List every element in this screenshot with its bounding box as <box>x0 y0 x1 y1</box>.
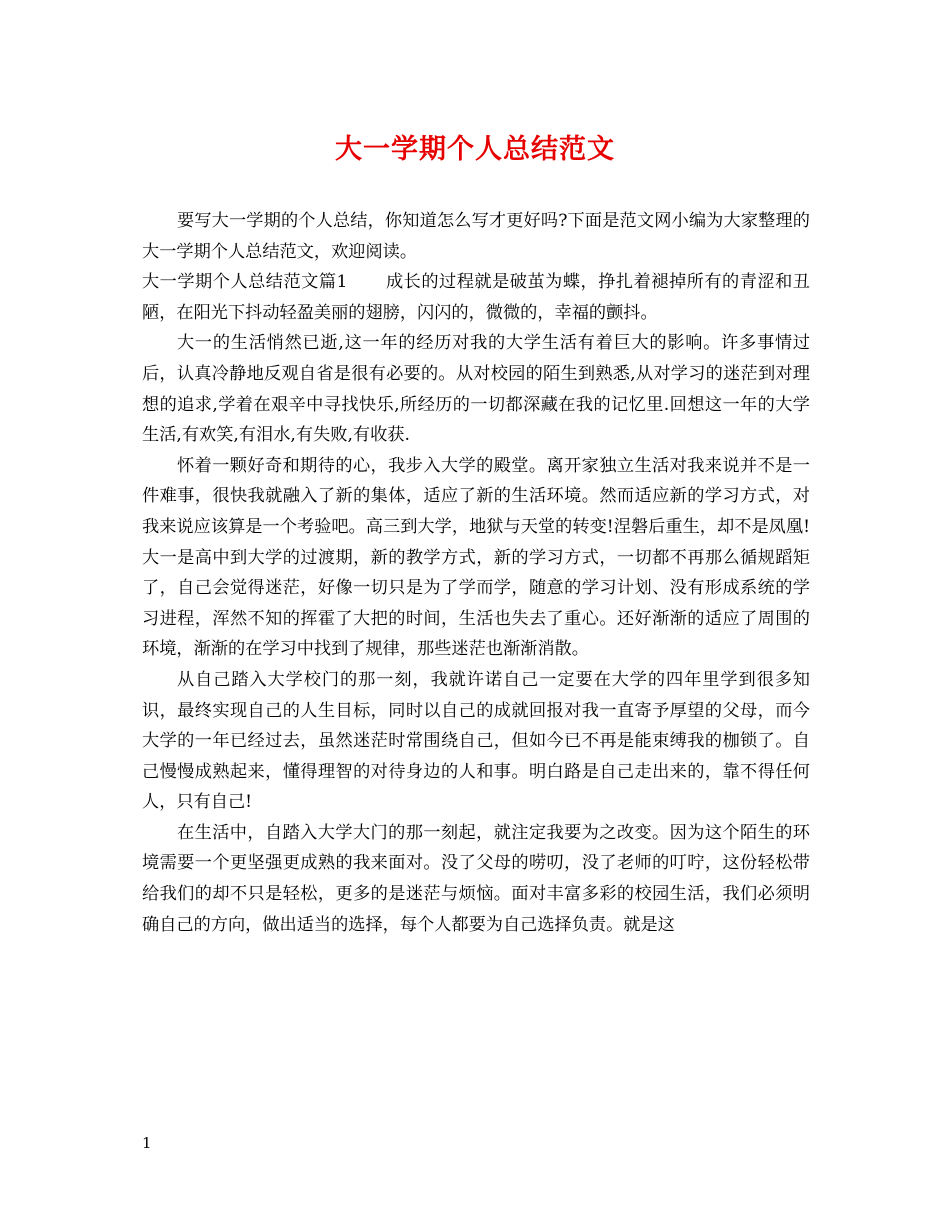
body-paragraph: 从自己踏入大学校门的那一刻，我就许诺自己一定要在大学的四年里学到很多知识，最终实现自己的人生目标，同时以自己的成就回报对我一直寄予厚望的父母，而今大学的一年已经过去，虽然迷茫时常围绕自己，但如今已不再是能束缚我的枷锁了。自己慢慢成熟起来，懂得理智的对待身边的人和事。明白路是自己走出来的，靠不得任何人，只有自己! <box>142 669 810 813</box>
section-heading: 大一学期个人总结范文篇1 <box>142 272 348 293</box>
page-number: 1 <box>142 1134 152 1152</box>
section-first-line: 成长的过程就是破茧为蝶，挣扎着褪掉所有的青涩和丑陋，在阳光下抖动轻盈美丽的翅膀，闪闪的，微微的，幸福的颤抖。 <box>142 272 810 323</box>
document-body <box>142 206 810 940</box>
body-paragraph: 怀着一颗好奇和期待的心，我步入大学的殿堂。离开家独立生活对我来说并不是一件难事，很快我就融入了新的集体，适应了新的生活环境。然而适应新的学习方式，对我来说应该算是一个考验吧。高三到大学，地狱与天堂的转变!涅磐后重生，却不是凤凰!大一是高中到大学的过渡期，新的教学方式，新的学习方式，一切都不再那么循规蹈矩了，自己会觉得迷茫，好像一切只是为了学而学，随意的学习计划、没有形成系统的学习进程，浑然不知的挥霍了大把的时间，生活也失去了重心。还好渐渐的适应了周围的环境，渐渐的在学习中找到了规律，那些迷茫也渐渐消散。 <box>142 455 810 660</box>
section-paragraph <box>142 267 810 328</box>
body-paragraph: 在生活中，自踏入大学大门的那一刻起，就注定我要为之改变。因为这个陌生的环境需要一个更坚强更成熟的我来面对。没了父母的唠叨，没了老师的叮咛，这份轻松带给我们的却不只是轻松，更多的是迷茫与烦恼。面对丰富多彩的校园生活，我们必须明确自己的方向，做出适当的选择，每个人都要为自己选择负责。就是这 <box>142 822 810 935</box>
body-paragraph: 大一的生活悄然已逝,这一年的经历对我的大学生活有着巨大的影响。许多事情过后，认真冷静地反观自省是很有必要的。从对校园的陌生到熟悉,从对学习的迷茫到对理想的追求,学着在艰辛中寻找快乐,所经历的一切都深藏在我的记忆里.回想这一年的大学生活,有欢笑,有泪水,有失败,有收获. <box>142 333 810 446</box>
document-title: 大一学期个人总结范文 <box>335 134 615 165</box>
intro-paragraph: 要写大一学期的个人总结，你知道怎么写才更好吗?下面是范文网小编为大家整理的大一学期个人总结范文，欢迎阅读。 <box>142 211 810 262</box>
